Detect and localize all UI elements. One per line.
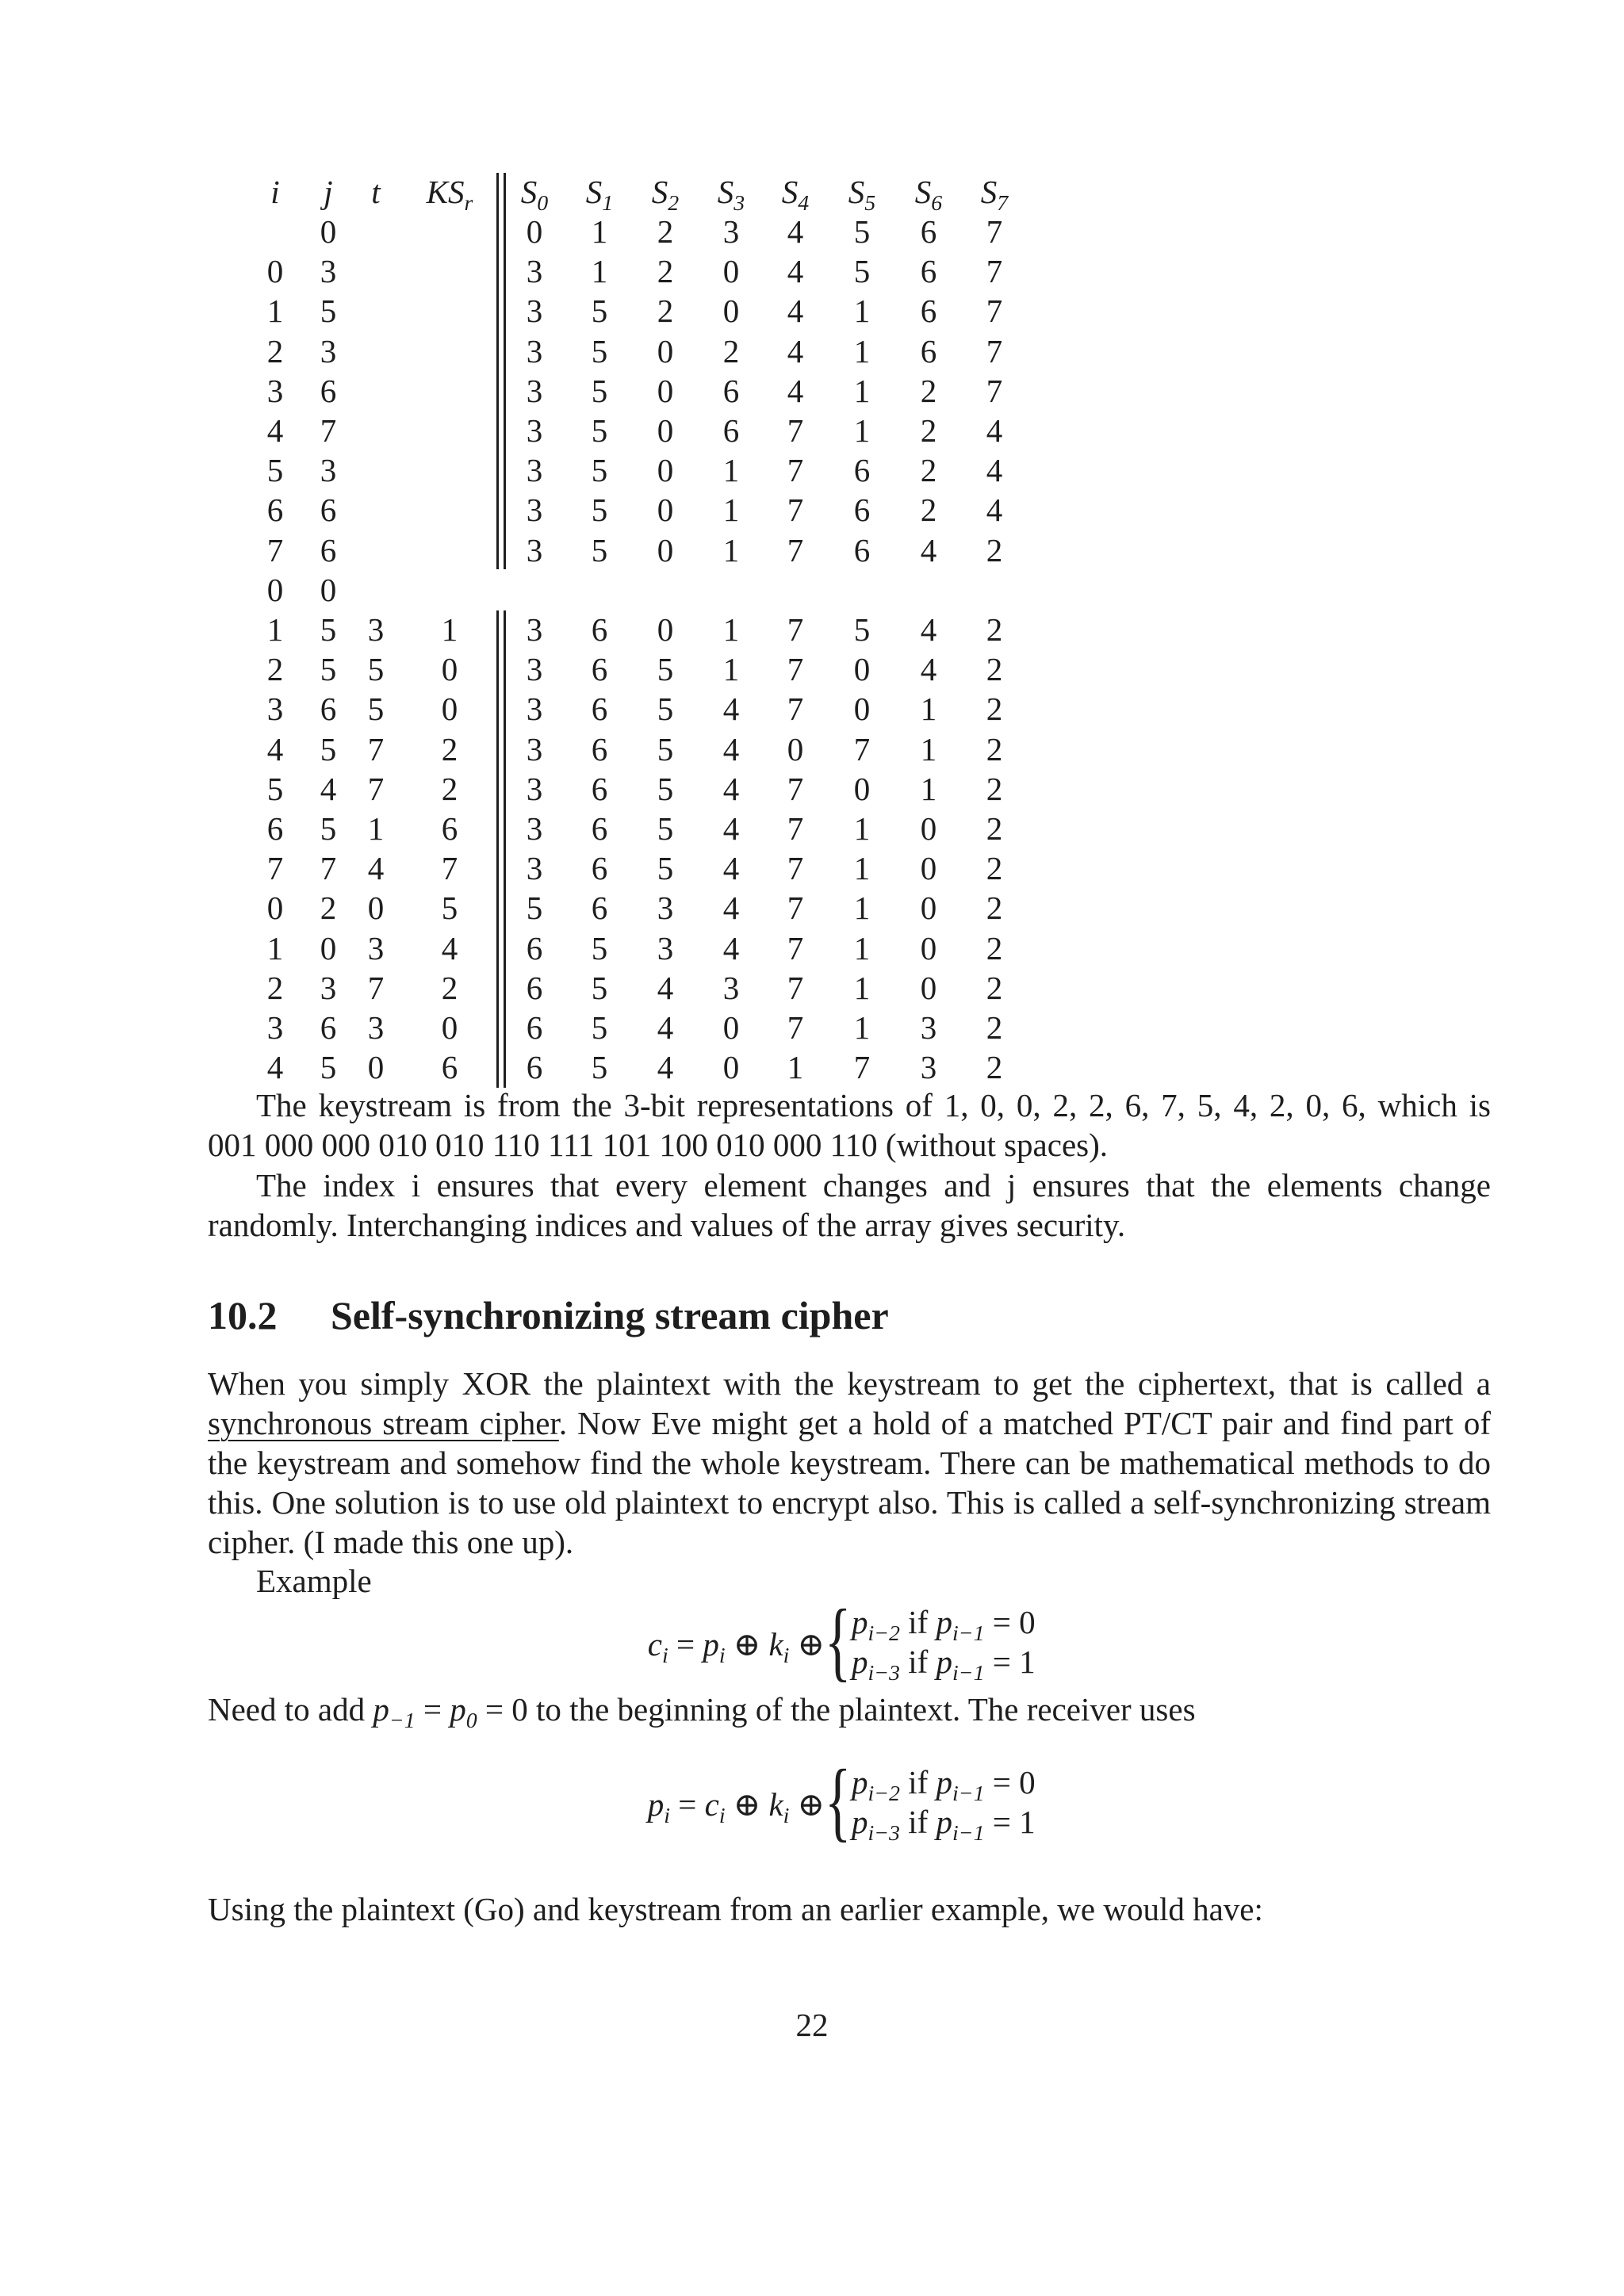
table-cell: 6 <box>920 293 937 330</box>
table-cell: 5 <box>657 651 674 688</box>
table-cell: 2 <box>266 969 284 1006</box>
table-cell: 4 <box>367 850 385 887</box>
table-cell: 0 <box>526 213 543 250</box>
table-cell: 1 <box>853 810 871 847</box>
table-cell: 7 <box>986 253 1003 290</box>
table-cell: 4 <box>787 372 804 409</box>
table-cell: 4 <box>986 492 1003 529</box>
table-header-1: j <box>324 174 333 210</box>
table-cell: 4 <box>266 412 284 449</box>
table-cell: 6 <box>320 1009 337 1046</box>
table-cell: 6 <box>591 770 608 807</box>
table-cell: 1 <box>591 213 608 250</box>
table-cell: 1 <box>367 810 385 847</box>
table-cell: 4 <box>787 213 804 250</box>
table-cell: 0 <box>320 929 337 966</box>
table-cell: 0 <box>266 253 284 290</box>
table-cell: 0 <box>920 929 937 966</box>
closing-sentence: Using the plaintext (Go) and keystream from an earlier example, we would have: <box>208 1891 1263 1927</box>
table-cell: 7 <box>787 890 804 927</box>
decryption-case-1: $p_{i-2}$ if $p_{i-1} = 0$ <box>852 1764 1036 1806</box>
table-cell: 1 <box>853 1009 871 1046</box>
table-cell: 3 <box>367 611 385 648</box>
table-cell: 6 <box>920 332 937 369</box>
table-cell: 6 <box>853 452 871 489</box>
table-cell: 7 <box>787 929 804 966</box>
table-cell: 7 <box>367 730 385 767</box>
table-cell: 6 <box>320 531 337 568</box>
left-brace: { <box>825 1592 852 1690</box>
table-cell: 2 <box>986 531 1003 568</box>
table-cell: 0 <box>657 332 674 369</box>
table-header-5: $S_1$ <box>585 174 614 216</box>
table-cell: 3 <box>320 452 337 489</box>
table-cell: 4 <box>920 531 937 568</box>
table-cell: 0 <box>657 452 674 489</box>
table-cell: 7 <box>787 810 804 847</box>
table-cell: 7 <box>787 651 804 688</box>
table-cell: 2 <box>441 770 458 807</box>
table-cell: 5 <box>320 611 337 648</box>
table-cell: 7 <box>853 730 871 767</box>
table-cell: 4 <box>920 611 937 648</box>
table-cell: 3 <box>526 293 543 330</box>
table-cell: 5 <box>853 213 871 250</box>
table-cell: 3 <box>526 531 543 568</box>
table-cell: 3 <box>266 372 284 409</box>
table-cell: 5 <box>657 810 674 847</box>
table-cell: 7 <box>787 1009 804 1046</box>
example-label: Example <box>256 1563 372 1599</box>
table-cell: 5 <box>320 810 337 847</box>
decryption-cases <box>825 1752 1078 1850</box>
table-cell: 1 <box>722 492 740 529</box>
table-cell: 5 <box>266 770 284 807</box>
table-cell: 4 <box>920 651 937 688</box>
table-cell: 1 <box>266 929 284 966</box>
table-cell: 4 <box>441 929 458 966</box>
table-cell: 1 <box>853 332 871 369</box>
table-cell: 7 <box>266 531 284 568</box>
table-cell: 7 <box>266 850 284 887</box>
decryption-case-2: $p_{i-3}$ if $p_{i-1} = 1$ <box>852 1804 1036 1846</box>
table-cell: 2 <box>657 293 674 330</box>
table-cell: 4 <box>986 412 1003 449</box>
table-cell: 2 <box>986 929 1003 966</box>
table-cell: 2 <box>986 651 1003 688</box>
table-cell: 0 <box>441 651 458 688</box>
table-cell: 0 <box>367 1049 385 1086</box>
table-cell: 1 <box>722 531 740 568</box>
table-cell: 3 <box>722 213 740 250</box>
table-cell: 3 <box>266 691 284 728</box>
padding-expression: $p_{-1} = p_0 = 0$ <box>373 1691 528 1733</box>
table-header-2: t <box>371 174 381 210</box>
table-double-rule-1-1 <box>504 610 506 1088</box>
table-cell: 2 <box>722 332 740 369</box>
table-cell: 0 <box>722 293 740 330</box>
keystream-line-2: 001 000 000 010 010 110 111 101 100 010 000 110 (without spaces). <box>208 1127 1109 1163</box>
table-cell: 0 <box>853 651 871 688</box>
table-cell: 7 <box>853 1049 871 1086</box>
table-cell: 3 <box>526 452 543 489</box>
table-header-9: $S_5$ <box>848 174 876 216</box>
table-cell: 5 <box>591 293 608 330</box>
table-cell: 7 <box>787 531 804 568</box>
table-cell: 1 <box>266 611 284 648</box>
table-cell: 4 <box>986 452 1003 489</box>
table-cell: 0 <box>320 571 337 608</box>
table-cell: 5 <box>657 770 674 807</box>
table-cell: 1 <box>787 1049 804 1086</box>
table-cell: 2 <box>320 890 337 927</box>
table-cell: 1 <box>722 452 740 489</box>
table-cell: 1 <box>853 929 871 966</box>
table-cell: 5 <box>591 372 608 409</box>
table-cell: 5 <box>853 253 871 290</box>
table-cell: 3 <box>526 651 543 688</box>
table-cell: 0 <box>657 531 674 568</box>
table-cell: 7 <box>787 611 804 648</box>
table-cell: 0 <box>920 850 937 887</box>
table-cell: 1 <box>853 412 871 449</box>
encryption-case-1: $p_{i-2}$ if $p_{i-1} = 0$ <box>852 1604 1036 1646</box>
table-cell: 6 <box>591 850 608 887</box>
table-cell: 0 <box>657 492 674 529</box>
table-cell: 4 <box>266 730 284 767</box>
table-header-10: $S_6$ <box>914 174 943 216</box>
table-cell: 2 <box>986 969 1003 1006</box>
table-cell: 1 <box>722 611 740 648</box>
table-cell: 5 <box>320 293 337 330</box>
table-header-6: $S_2$ <box>651 174 680 216</box>
table-cell: 3 <box>526 810 543 847</box>
table-cell: 6 <box>526 969 543 1006</box>
table-cell: 5 <box>367 691 385 728</box>
table-cell: 1 <box>853 890 871 927</box>
table-cell: 3 <box>722 969 740 1006</box>
table-cell: 3 <box>526 730 543 767</box>
table-cell: 3 <box>526 412 543 449</box>
table-cell: 4 <box>722 850 740 887</box>
table-cell: 2 <box>986 850 1003 887</box>
table-cell: 0 <box>920 890 937 927</box>
table-cell: 4 <box>722 929 740 966</box>
table-cell: 6 <box>320 691 337 728</box>
table-cell: 6 <box>722 372 740 409</box>
table-cell: 3 <box>266 1009 284 1046</box>
table-cell: 7 <box>787 452 804 489</box>
table-cell: 7 <box>787 969 804 1006</box>
table-cell: 0 <box>266 890 284 927</box>
rc4-state-table <box>0 0 1624 1094</box>
table-cell: 0 <box>441 691 458 728</box>
table-cell: 2 <box>986 770 1003 807</box>
table-cell: 6 <box>526 929 543 966</box>
decryption-lhs: $p_i = c_i$ ⊕ $k_i$ ⊕ <box>647 1786 825 1828</box>
table-cell: 3 <box>526 770 543 807</box>
table-cell: 3 <box>526 372 543 409</box>
table-cell: 4 <box>266 1049 284 1086</box>
table-cell: 1 <box>853 850 871 887</box>
table-cell: 6 <box>441 810 458 847</box>
table-cell: 3 <box>526 492 543 529</box>
table-cell: 5 <box>591 929 608 966</box>
encryption-lhs: $c_i = p_i$ ⊕ $k_i$ ⊕ <box>647 1626 825 1668</box>
table-cell: 5 <box>526 890 543 927</box>
table-cell: 7 <box>787 412 804 449</box>
table-cell: 7 <box>441 850 458 887</box>
section-number: 10.2 <box>208 1293 278 1337</box>
table-cell: 1 <box>441 611 458 648</box>
table-cell: 4 <box>657 969 674 1006</box>
table-cell: 6 <box>320 372 337 409</box>
table-cell: 3 <box>526 691 543 728</box>
table-cell: 6 <box>853 492 871 529</box>
table-cell: 2 <box>986 691 1003 728</box>
decryption-equation <box>555 1762 825 1849</box>
table-cell: 6 <box>441 1049 458 1086</box>
page-number: 22 <box>795 2007 829 2043</box>
table-cell: 4 <box>657 1009 674 1046</box>
table-cell: 5 <box>320 651 337 688</box>
table-cell: 5 <box>591 332 608 369</box>
table-cell: 5 <box>266 452 284 489</box>
section-title: Self-synchronizing stream cipher <box>331 1293 889 1337</box>
table-cell: 3 <box>920 1049 937 1086</box>
table-cell: 2 <box>920 452 937 489</box>
table-cell: 0 <box>441 1009 458 1046</box>
table-double-rule-1-0 <box>496 610 499 1088</box>
table-cell: 5 <box>441 890 458 927</box>
keystream-line-1: The keystream is from the 3-bit representations of 1, 0, 0, 2, 2, 6, 7, 5, 4, 2, 0, 6, which is <box>256 1087 1491 1123</box>
table-cell: 2 <box>920 412 937 449</box>
table-cell: 6 <box>526 1009 543 1046</box>
table-cell: 7 <box>986 372 1003 409</box>
table-cell: 4 <box>320 770 337 807</box>
table-cell: 2 <box>920 372 937 409</box>
table-cell: 7 <box>986 293 1003 330</box>
table-cell: 4 <box>722 770 740 807</box>
table-header-11: $S_7$ <box>980 174 1009 216</box>
table-cell: 2 <box>266 332 284 369</box>
table-cell: 0 <box>367 890 385 927</box>
left-brace: { <box>825 1752 852 1850</box>
table-cell: 3 <box>367 929 385 966</box>
table-cell: 5 <box>657 850 674 887</box>
table-cell: 7 <box>986 332 1003 369</box>
table-cell: 5 <box>591 969 608 1006</box>
table-cell: 5 <box>320 1049 337 1086</box>
table-cell: 5 <box>591 1049 608 1086</box>
table-cell: 6 <box>591 611 608 648</box>
table-cell: 6 <box>920 253 937 290</box>
table-double-rule-0-0 <box>496 173 499 569</box>
table-cell: 0 <box>320 213 337 250</box>
table-cell: 6 <box>591 810 608 847</box>
table-cell: 7 <box>787 850 804 887</box>
table-cell: 6 <box>853 531 871 568</box>
table-cell: 3 <box>657 929 674 966</box>
table-cell: 5 <box>591 452 608 489</box>
synchronous-stream-cipher-term: synchronous stream cipher <box>208 1405 559 1441</box>
table-cell: 4 <box>787 253 804 290</box>
table-cell: 0 <box>853 691 871 728</box>
table-cell: 1 <box>853 293 871 330</box>
table-header-4: $S_0$ <box>520 174 549 216</box>
table-cell: 0 <box>722 1049 740 1086</box>
table-cell: 2 <box>986 730 1003 767</box>
index-paragraph: The index i ensures that every element changes and j ensures that the elements change randomly. Interchanging indices and values of the array gives security. <box>208 1167 1491 1243</box>
table-cell: 6 <box>266 492 284 529</box>
table-cell: 1 <box>920 691 937 728</box>
table-cell: 1 <box>722 651 740 688</box>
padding-sentence: Need to add $p_{-1} = p_0 = 0$ to the beginning of the plaintext. The receiver uses <box>208 1691 1196 1733</box>
table-cell: 2 <box>986 810 1003 847</box>
table-cell: 5 <box>591 1009 608 1046</box>
encryption-equation <box>555 1601 825 1689</box>
table-cell: 7 <box>787 770 804 807</box>
table-cell: 0 <box>657 372 674 409</box>
table-cell: 2 <box>986 890 1003 927</box>
table-cell: 6 <box>266 810 284 847</box>
table-cell: 1 <box>591 253 608 290</box>
table-cell: 7 <box>367 969 385 1006</box>
table-cell: 7 <box>367 770 385 807</box>
table-cell: 0 <box>657 611 674 648</box>
table-cell: 0 <box>787 730 804 767</box>
table-cell: 0 <box>920 969 937 1006</box>
table-cell: 4 <box>787 293 804 330</box>
table-cell: 3 <box>920 1009 937 1046</box>
table-cell: 1 <box>853 372 871 409</box>
encryption-cases <box>825 1592 1078 1690</box>
table-cell: 5 <box>320 730 337 767</box>
table-cell: 2 <box>986 1049 1003 1086</box>
encryption-case-2: $p_{i-3}$ if $p_{i-1} = 1$ <box>852 1644 1036 1686</box>
table-cell: 3 <box>320 969 337 1006</box>
table-cell: 0 <box>722 253 740 290</box>
table-cell: 2 <box>986 1009 1003 1046</box>
table-cell: 5 <box>367 651 385 688</box>
table-header-3: $KS_r$ <box>426 174 473 216</box>
table-cell: 2 <box>441 969 458 1006</box>
table-cell: 5 <box>657 691 674 728</box>
table-cell: 0 <box>920 810 937 847</box>
table-cell: 7 <box>320 412 337 449</box>
table-cell: 4 <box>722 890 740 927</box>
table-cell: 3 <box>320 332 337 369</box>
table-cell: 4 <box>722 810 740 847</box>
table-cell: 6 <box>920 213 937 250</box>
table-cell: 1 <box>920 770 937 807</box>
table-cell: 3 <box>526 332 543 369</box>
table-cell: 0 <box>853 770 871 807</box>
table-cell: 6 <box>591 890 608 927</box>
table-cell: 6 <box>591 651 608 688</box>
table-cell: 3 <box>526 850 543 887</box>
table-cell: 7 <box>320 850 337 887</box>
table-double-rule-0-1 <box>504 173 506 569</box>
table-cell: 5 <box>657 730 674 767</box>
table-cell: 2 <box>266 651 284 688</box>
table-cell: 4 <box>657 1049 674 1086</box>
table-cell: 3 <box>526 253 543 290</box>
table-cell: 3 <box>657 890 674 927</box>
table-cell: 6 <box>591 691 608 728</box>
table-cell: 5 <box>591 412 608 449</box>
table-cell: 2 <box>657 213 674 250</box>
table-header-8: $S_4$ <box>781 174 810 216</box>
table-cell: 6 <box>320 492 337 529</box>
table-cell: 4 <box>787 332 804 369</box>
table-cell: 6 <box>526 1049 543 1086</box>
table-cell: 7 <box>986 213 1003 250</box>
table-cell: 1 <box>853 969 871 1006</box>
table-cell: 2 <box>657 253 674 290</box>
table-cell: 2 <box>986 611 1003 648</box>
table-cell: 3 <box>320 253 337 290</box>
table-cell: 2 <box>920 492 937 529</box>
table-cell: 5 <box>853 611 871 648</box>
table-cell: 3 <box>367 1009 385 1046</box>
table-cell: 0 <box>266 571 284 608</box>
table-header-0: i <box>270 174 280 210</box>
table-cell: 1 <box>920 730 937 767</box>
table-cell: 4 <box>722 730 740 767</box>
table-cell: 4 <box>722 691 740 728</box>
sync-cipher-paragraph: When you simply XOR the plaintext with the keystream to get the ciphertext, that is called a synchronous stream cipher. Now Eve might get a hold of a matched PT/CT pair and find part of the keystream and somehow find the whole keystream. There can be mathematical methods to do this. One solution is to use old plaintext to encrypt also. This is called a self-synchronizing stream cipher. (I made this one up). <box>208 1365 1491 1560</box>
section-heading <box>208 1292 889 1338</box>
table-cell: 2 <box>441 730 458 767</box>
table-cell: 6 <box>722 412 740 449</box>
table-header-7: $S_3$ <box>717 174 745 216</box>
table-cell: 3 <box>526 611 543 648</box>
table-cell: 7 <box>787 691 804 728</box>
table-cell: 5 <box>591 492 608 529</box>
table-cell: 0 <box>722 1009 740 1046</box>
table-cell: 5 <box>591 531 608 568</box>
table-cell: 0 <box>657 412 674 449</box>
table-cell: 7 <box>787 492 804 529</box>
table-cell: 1 <box>266 293 284 330</box>
table-cell: 6 <box>591 730 608 767</box>
